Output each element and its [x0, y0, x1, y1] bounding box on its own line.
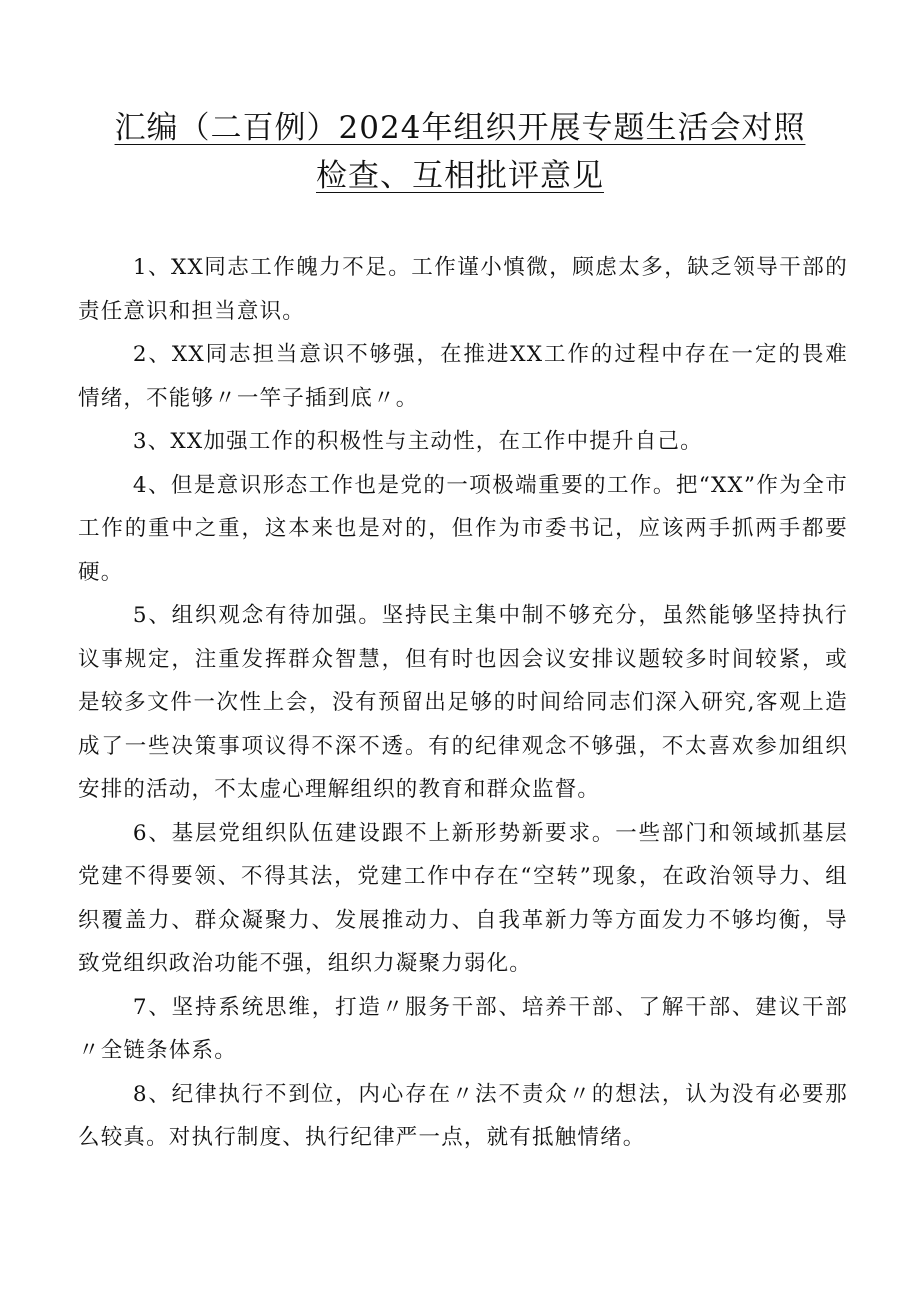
paragraph-2: 2、XX同志担当意识不够强，在推进XX工作的过程中存在一定的畏难情绪，不能够〃一竿子插到底〃。: [78, 342, 848, 411]
paragraph-1: 1、XX同志工作魄力不足。工作谨小慎微，顾虑太多，缺乏领导干部的责任意识和担当意识。: [78, 255, 848, 324]
paragraph-5: 5、组织观念有待加强。坚持民主集中制不够充分，虽然能够坚持执行议事规定，注重发挥群众智慧，但有时也因会议安排议题较多时间较紧，或是较多文件一次性上会，没有预留出足够的时间给同志们深入研究,客观上造成了一些决策事项议得不深不透。有的纪律观念不够强，不太喜欢参加组织安排的活动，不太虚心理解组织的教育和群众监督。: [78, 603, 848, 802]
document-title: [0, 104, 920, 200]
title-line-2: 检查、互相批评意见: [316, 158, 604, 194]
document-body: [78, 246, 848, 1160]
paragraph-8: 8、纪律执行不到位，内心存在〃法不责众〃的想法，认为没有必要那么较真。对执行制度、执行纪律严一点，就有抵触情绪。: [78, 1081, 848, 1150]
paragraph-7: 7、坚持系统思维，打造〃服务干部、培养干部、了解干部、建议干部〃全链条体系。: [78, 994, 848, 1063]
paragraph-4: 4、但是意识形态工作也是党的一项极端重要的工作。把“XX”作为全市工作的重中之重，这本来也是对的，但作为市委书记，应该两手抓两手都要硬。: [78, 472, 848, 585]
paragraph-6: 6、基层党组织队伍建设跟不上新形势新要求。一些部门和领域抓基层党建不得要领、不得其法，党建工作中存在“空转”现象，在政治领导力、组织覆盖力、群众凝聚力、发展推动力、自我革新力等方面发力不够均衡，导致党组织政治功能不强，组织力凝聚力弱化。: [78, 820, 848, 976]
title-line-1: 汇编（二百例）2024年组织开展专题生活会对照: [114, 110, 806, 146]
paragraph-3: 3、XX加强工作的积极性与主动性，在工作中提升自己。: [132, 429, 703, 454]
